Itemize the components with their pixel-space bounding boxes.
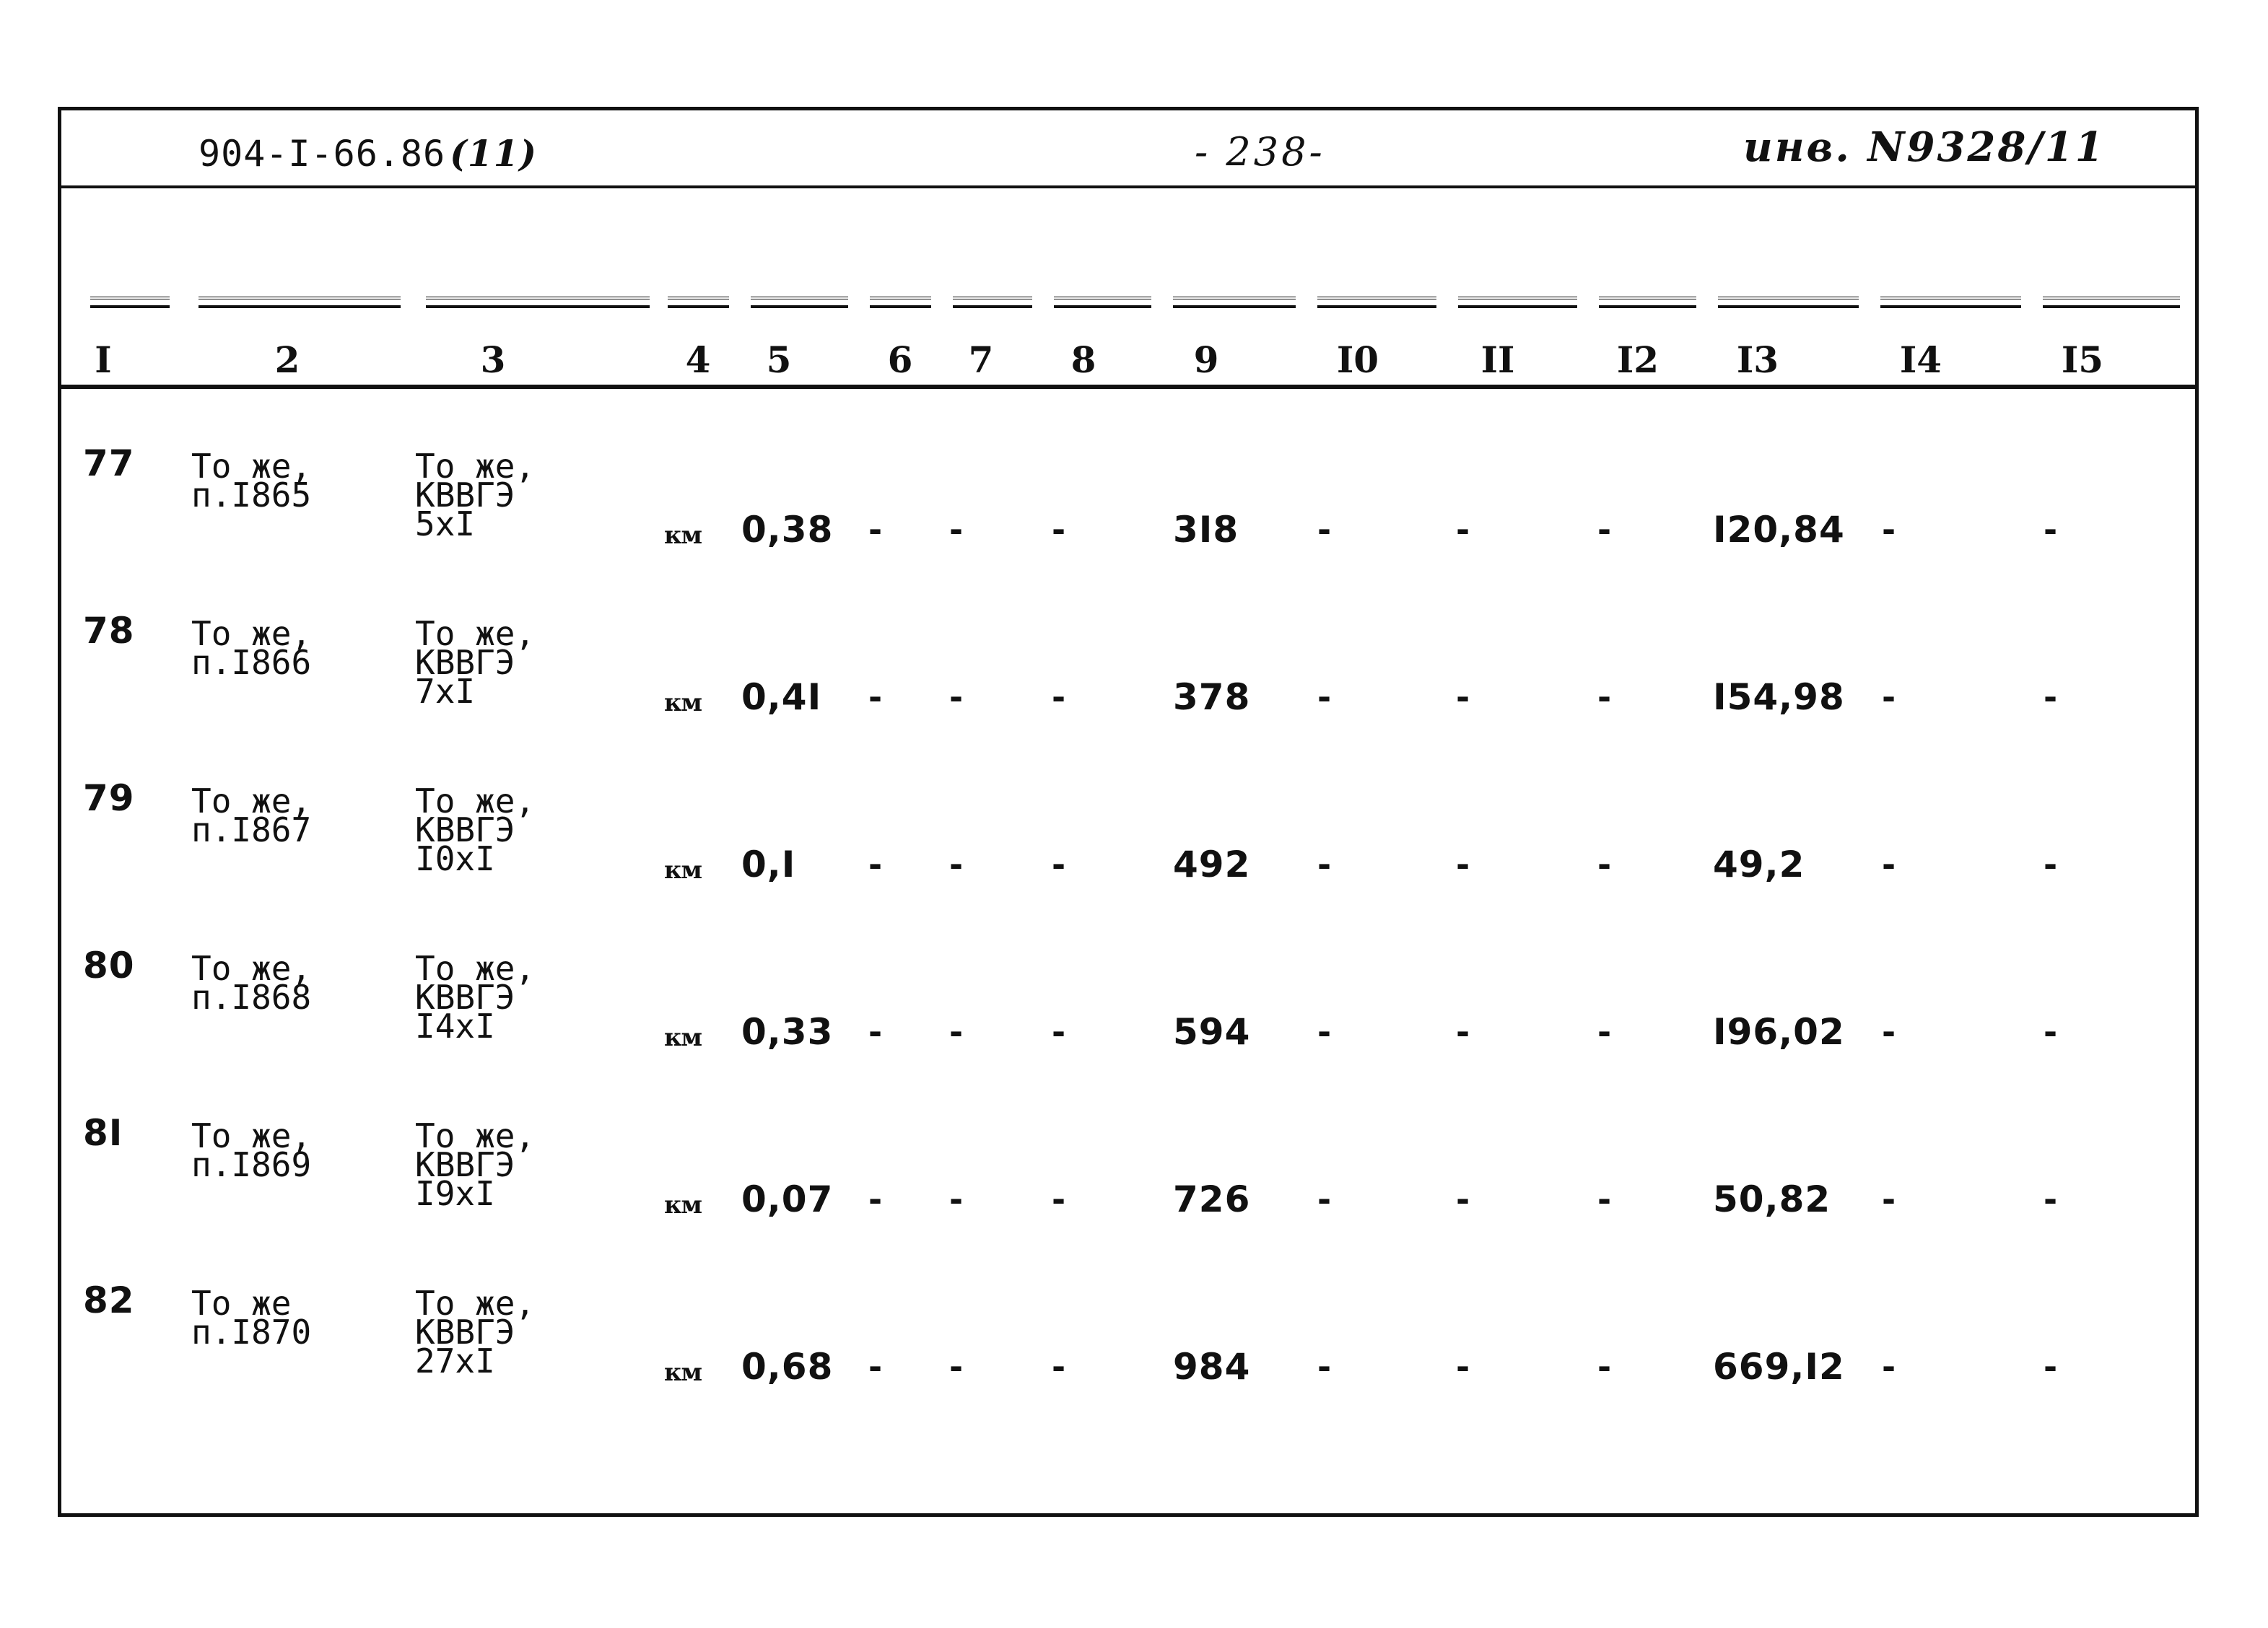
empty-dash-cell: - <box>868 1347 883 1386</box>
column-number-row <box>61 334 2195 389</box>
cable-text: I9xI <box>415 1174 495 1213</box>
cable-text: 7xI <box>415 672 476 711</box>
column-number: I0 <box>1336 338 1379 381</box>
value-cell-13: I96,02 <box>1713 1011 1845 1053</box>
empty-dash-cell: - <box>1052 510 1066 549</box>
rule-dash <box>90 297 170 308</box>
empty-dash-cell: - <box>868 510 883 549</box>
reference-text: п.I865 <box>191 476 312 515</box>
value-cell-9: 984 <box>1173 1346 1251 1388</box>
empty-dash-cell: - <box>1882 845 1896 884</box>
empty-dash-cell: - <box>1456 510 1470 549</box>
rule-dash <box>870 297 931 308</box>
reference-text: п.I870 <box>191 1313 312 1352</box>
column-number: 2 <box>274 338 300 381</box>
row-number: 77 <box>83 442 135 484</box>
row-number: 80 <box>83 945 135 986</box>
empty-dash-cell: - <box>868 678 883 717</box>
rule-dash <box>1880 297 2021 308</box>
empty-dash-cell: - <box>1052 678 1066 717</box>
empty-dash-cell: - <box>2044 678 2058 717</box>
reference-text: То же <box>191 1284 292 1323</box>
value-cell-13: 50,82 <box>1713 1178 1831 1220</box>
table-row <box>61 442 2195 612</box>
reference-text: п.I867 <box>191 810 312 849</box>
empty-dash-cell: - <box>2044 1012 2058 1051</box>
value-cell-13: 49,2 <box>1713 844 1805 885</box>
cable-text: КВВГЭ <box>415 978 515 1017</box>
row-number: 82 <box>83 1279 135 1321</box>
empty-dash-cell: - <box>1597 845 1612 884</box>
reference-text: То же, <box>191 614 312 653</box>
column-number: 9 <box>1193 338 1219 381</box>
column-number: 6 <box>887 338 913 381</box>
empty-dash-cell: - <box>1052 1347 1066 1386</box>
value-cell-9: 492 <box>1173 844 1251 885</box>
cable-text: То же, <box>415 614 536 653</box>
column-number: 3 <box>480 338 506 381</box>
cable-text: То же, <box>415 1284 536 1323</box>
empty-dash-cell: - <box>1317 510 1332 549</box>
rule-dash <box>1173 297 1296 308</box>
reference-text: п.I866 <box>191 643 312 682</box>
rule-dash <box>751 297 848 308</box>
cable-text: То же, <box>415 1116 536 1155</box>
quantity-cell: 0,07 <box>741 1178 834 1220</box>
empty-dash-cell: - <box>1317 678 1332 717</box>
cable-text: То же, <box>415 782 536 820</box>
column-number: 7 <box>968 338 994 381</box>
empty-dash-cell: - <box>949 1012 964 1051</box>
row-number: 78 <box>83 610 135 652</box>
table-row <box>61 610 2195 779</box>
cable-text: I4xI <box>415 1007 495 1046</box>
column-number: I2 <box>1616 338 1659 381</box>
empty-dash-cell: - <box>2044 510 2058 549</box>
quantity-cell: 0,38 <box>741 509 834 551</box>
cable-text: 5xI <box>415 504 476 543</box>
empty-dash-cell: - <box>2044 1180 2058 1219</box>
unit-cell: км <box>664 1023 702 1052</box>
cable-text: КВВГЭ <box>415 1145 515 1184</box>
value-cell-13: I20,84 <box>1713 509 1845 551</box>
table-row <box>61 777 2195 947</box>
empty-dash-cell: - <box>1597 1012 1612 1051</box>
cable-text: 27xI <box>415 1342 495 1380</box>
column-number: I5 <box>2061 338 2104 381</box>
quantity-cell: 0,4I <box>741 676 822 718</box>
document-code <box>199 132 537 175</box>
empty-dash-cell: - <box>1456 1347 1470 1386</box>
cable-text: То же, <box>415 447 536 486</box>
quantity-cell: 0,68 <box>741 1346 834 1388</box>
empty-dash-cell: - <box>1052 1012 1066 1051</box>
quantity-cell: 0,I <box>741 844 796 885</box>
empty-dash-cell: - <box>1597 510 1612 549</box>
column-number: I <box>95 338 112 381</box>
value-cell-9: 3I8 <box>1173 509 1239 551</box>
unit-cell: км <box>664 688 702 717</box>
empty-dash-cell: - <box>949 845 964 884</box>
column-number: I4 <box>1899 338 1942 381</box>
reference-text: То же, <box>191 782 312 820</box>
unit-cell: км <box>664 1358 702 1387</box>
reference-text: п.I869 <box>191 1145 312 1184</box>
table-row <box>61 1279 2195 1449</box>
rule-dash <box>426 297 650 308</box>
rule-dash <box>1599 297 1696 308</box>
empty-dash-cell: - <box>1317 1347 1332 1386</box>
column-number: 5 <box>766 338 792 381</box>
inventory-number: инв. N9328/11 <box>1743 123 2106 171</box>
rule-dash <box>199 297 401 308</box>
empty-dash-cell: - <box>2044 845 2058 884</box>
empty-dash-cell: - <box>949 1347 964 1386</box>
unit-cell: км <box>664 521 702 550</box>
document-code-handwritten: (11) <box>450 132 538 175</box>
reference-text: п.I868 <box>191 978 312 1017</box>
cable-text: КВВГЭ <box>415 643 515 682</box>
empty-dash-cell: - <box>1882 678 1896 717</box>
empty-dash-cell: - <box>1597 1347 1612 1386</box>
value-cell-13: I54,98 <box>1713 676 1845 718</box>
rule-dash <box>1718 297 1859 308</box>
empty-dash-cell: - <box>1456 845 1470 884</box>
empty-dash-cell: - <box>1317 1180 1332 1219</box>
column-number: 8 <box>1070 338 1096 381</box>
cable-text: То же, <box>415 949 536 988</box>
empty-dash-cell: - <box>868 845 883 884</box>
empty-dash-cell: - <box>868 1012 883 1051</box>
empty-dash-cell: - <box>1597 678 1612 717</box>
header-rule-dashes <box>90 297 2176 312</box>
empty-dash-cell: - <box>1597 1180 1612 1219</box>
empty-dash-cell: - <box>1456 678 1470 717</box>
empty-dash-cell: - <box>1052 1180 1066 1219</box>
empty-dash-cell: - <box>1317 1012 1332 1051</box>
page-number: - 238- <box>1195 129 1325 175</box>
empty-dash-cell: - <box>949 510 964 549</box>
document-sheet <box>58 107 2199 1517</box>
empty-dash-cell: - <box>1882 1347 1896 1386</box>
empty-dash-cell: - <box>1882 510 1896 549</box>
empty-dash-cell: - <box>949 1180 964 1219</box>
cable-text: I0xI <box>415 839 495 878</box>
reference-text: То же, <box>191 949 312 988</box>
value-cell-9: 594 <box>1173 1011 1251 1053</box>
cable-text: КВВГЭ <box>415 476 515 515</box>
column-number: II <box>1480 338 1515 381</box>
empty-dash-cell: - <box>1317 845 1332 884</box>
empty-dash-cell: - <box>1882 1180 1896 1219</box>
document-code-printed: 904-I-66.86 <box>199 133 446 175</box>
empty-dash-cell: - <box>868 1180 883 1219</box>
rule-dash <box>2043 297 2180 308</box>
column-number: I3 <box>1736 338 1779 381</box>
empty-dash-cell: - <box>949 678 964 717</box>
empty-dash-cell: - <box>1456 1012 1470 1051</box>
empty-dash-cell: - <box>2044 1347 2058 1386</box>
value-cell-9: 378 <box>1173 676 1251 718</box>
empty-dash-cell: - <box>1456 1180 1470 1219</box>
rule-dash <box>953 297 1032 308</box>
table-row <box>61 945 2195 1114</box>
empty-dash-cell: - <box>1882 1012 1896 1051</box>
row-number: 8I <box>83 1112 123 1154</box>
cable-text: КВВГЭ <box>415 810 515 849</box>
rule-dash <box>1458 297 1577 308</box>
table-row <box>61 1112 2195 1282</box>
reference-text: То же, <box>191 1116 312 1155</box>
unit-cell: км <box>664 1191 702 1220</box>
page-header <box>61 110 2195 188</box>
rule-dash <box>668 297 729 308</box>
quantity-cell: 0,33 <box>741 1011 834 1053</box>
column-number: 4 <box>685 338 711 381</box>
rule-dash <box>1317 297 1436 308</box>
row-number: 79 <box>83 777 135 819</box>
value-cell-9: 726 <box>1173 1178 1251 1220</box>
empty-dash-cell: - <box>1052 845 1066 884</box>
unit-cell: км <box>664 856 702 885</box>
reference-text: То же, <box>191 447 312 486</box>
rule-dash <box>1054 297 1151 308</box>
cable-text: КВВГЭ <box>415 1313 515 1352</box>
value-cell-13: 669,I2 <box>1713 1346 1845 1388</box>
